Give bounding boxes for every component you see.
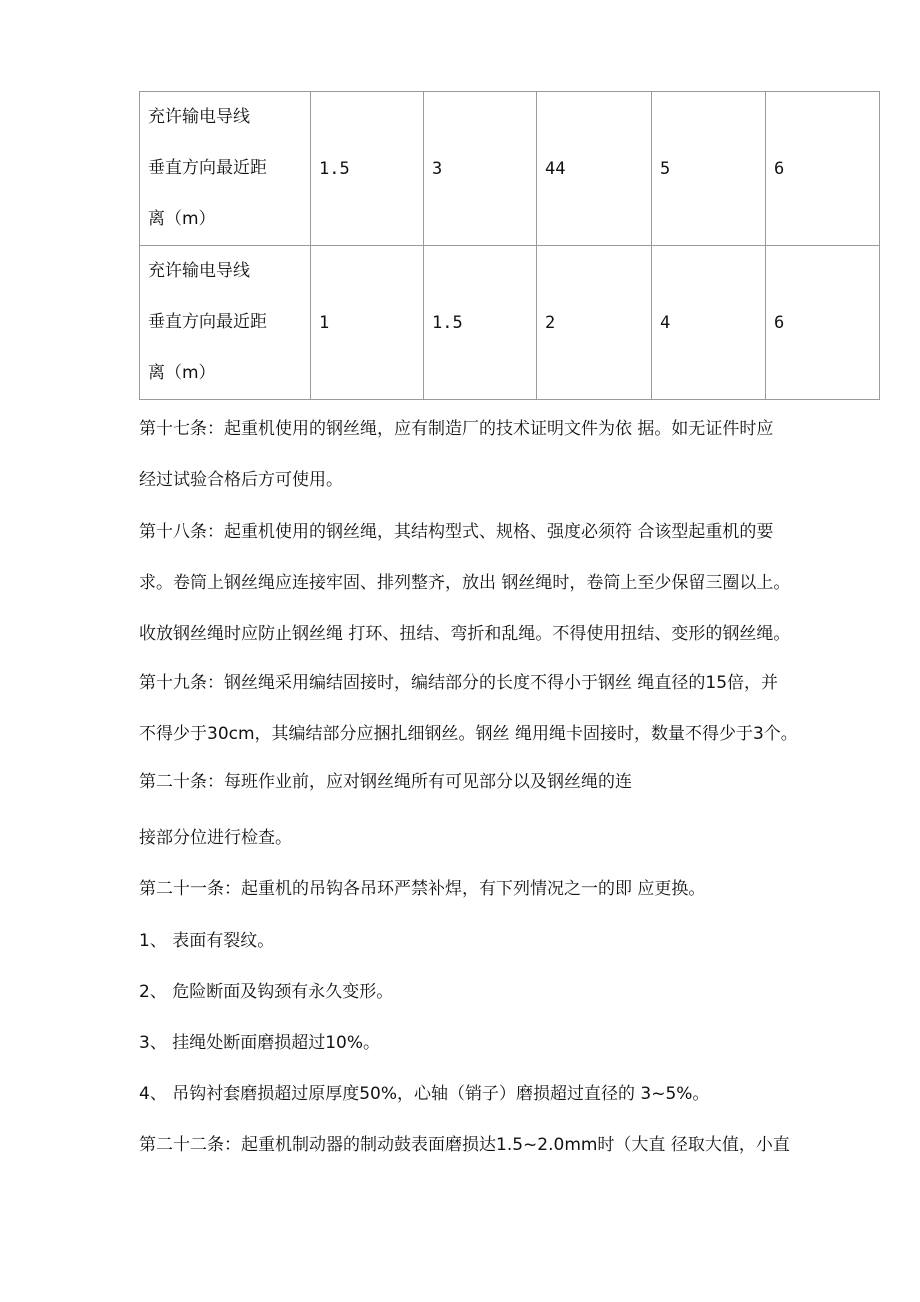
article-20 <box>139 757 884 808</box>
article-22 <box>139 1120 884 1171</box>
text-line: 收放钢丝绳时应防止钢丝绳 打环、扭结、弯折和乱绳。不得使用扭结、变形的钢丝绳。 <box>139 624 791 644</box>
table-row <box>140 246 880 400</box>
text-line: 第二十条：每班作业前，应对钢丝绳所有可见部分以及钢丝绳的连 <box>139 772 632 792</box>
text-line: 求。卷筒上钢丝绳应连接牢固、排列整齐，放出 钢丝绳时，卷筒上至少保留三圈以上。 <box>139 573 791 593</box>
value-cell: 2 <box>537 246 652 400</box>
value-cell: 44 <box>537 92 652 246</box>
article-21 <box>139 864 884 915</box>
row-label-line: 离（m） <box>148 209 216 229</box>
row-label-line: 垂直方向最近距 <box>148 158 267 178</box>
article-19 <box>139 658 884 760</box>
article-18 <box>139 507 884 660</box>
article-20-continuation <box>139 813 884 864</box>
value-cell: 1 <box>311 246 424 400</box>
value-cell: 1.5 <box>424 246 537 400</box>
text-line: 第十七条：起重机使用的钢丝绳，应有制造厂的技术证明文件为依 据。如无证件时应 <box>139 419 774 439</box>
row-label-line: 充许输电导线 <box>148 261 250 281</box>
value-cell: 6 <box>766 92 880 246</box>
text-line: 接部分位进行检查。 <box>139 828 292 848</box>
table-row <box>140 92 880 246</box>
text-line: 第二十二条：起重机制动器的制动鼓表面磨损达1.5~2.0mm时（大直 径取大值，小直 <box>139 1135 790 1155</box>
row-label-cell <box>140 92 311 246</box>
value-cell: 6 <box>766 246 880 400</box>
value-cell: 1.5 <box>311 92 424 246</box>
row-label-cell <box>140 246 311 400</box>
value-cell: 4 <box>652 246 766 400</box>
list-item: 4、 吊钩衬套磨损超过原厚度50%，心轴（销子）磨损超过直径的 3~5%。 <box>139 1084 710 1104</box>
list-item: 1、 表面有裂纹。 <box>139 931 275 951</box>
row-label-line: 离（m） <box>148 363 216 383</box>
text-line: 经过试验合格后方可使用。 <box>139 470 343 490</box>
value-cell: 5 <box>652 92 766 246</box>
text-line: 第十八条：起重机使用的钢丝绳，其结构型式、规格、强度必须符 合该型起重机的要 <box>139 522 774 542</box>
distance-table <box>139 91 880 400</box>
row-label-line: 垂直方向最近距 <box>148 312 267 332</box>
row-label-line: 充许输电导线 <box>148 107 250 127</box>
article-17 <box>139 404 884 506</box>
text-line: 第十九条：钢丝绳采用编结固接时，编结部分的长度不得小于钢丝 绳直径的15倍，并 <box>139 673 779 693</box>
text-line: 第二十一条：起重机的吊钩各吊环严禁补焊，有下列情况之一的即 应更换。 <box>139 879 706 899</box>
list-item: 3、 挂绳处断面磨损超过10%。 <box>139 1033 381 1053</box>
text-line: 不得少于30cm，其编结部分应捆扎细钢丝。钢丝 绳用绳卡固接时，数量不得少于3个。 <box>139 724 798 744</box>
value-cell: 3 <box>424 92 537 246</box>
list-item: 2、 危险断面及钩颈有永久变形。 <box>139 982 394 1002</box>
article-21-list <box>139 916 884 1120</box>
